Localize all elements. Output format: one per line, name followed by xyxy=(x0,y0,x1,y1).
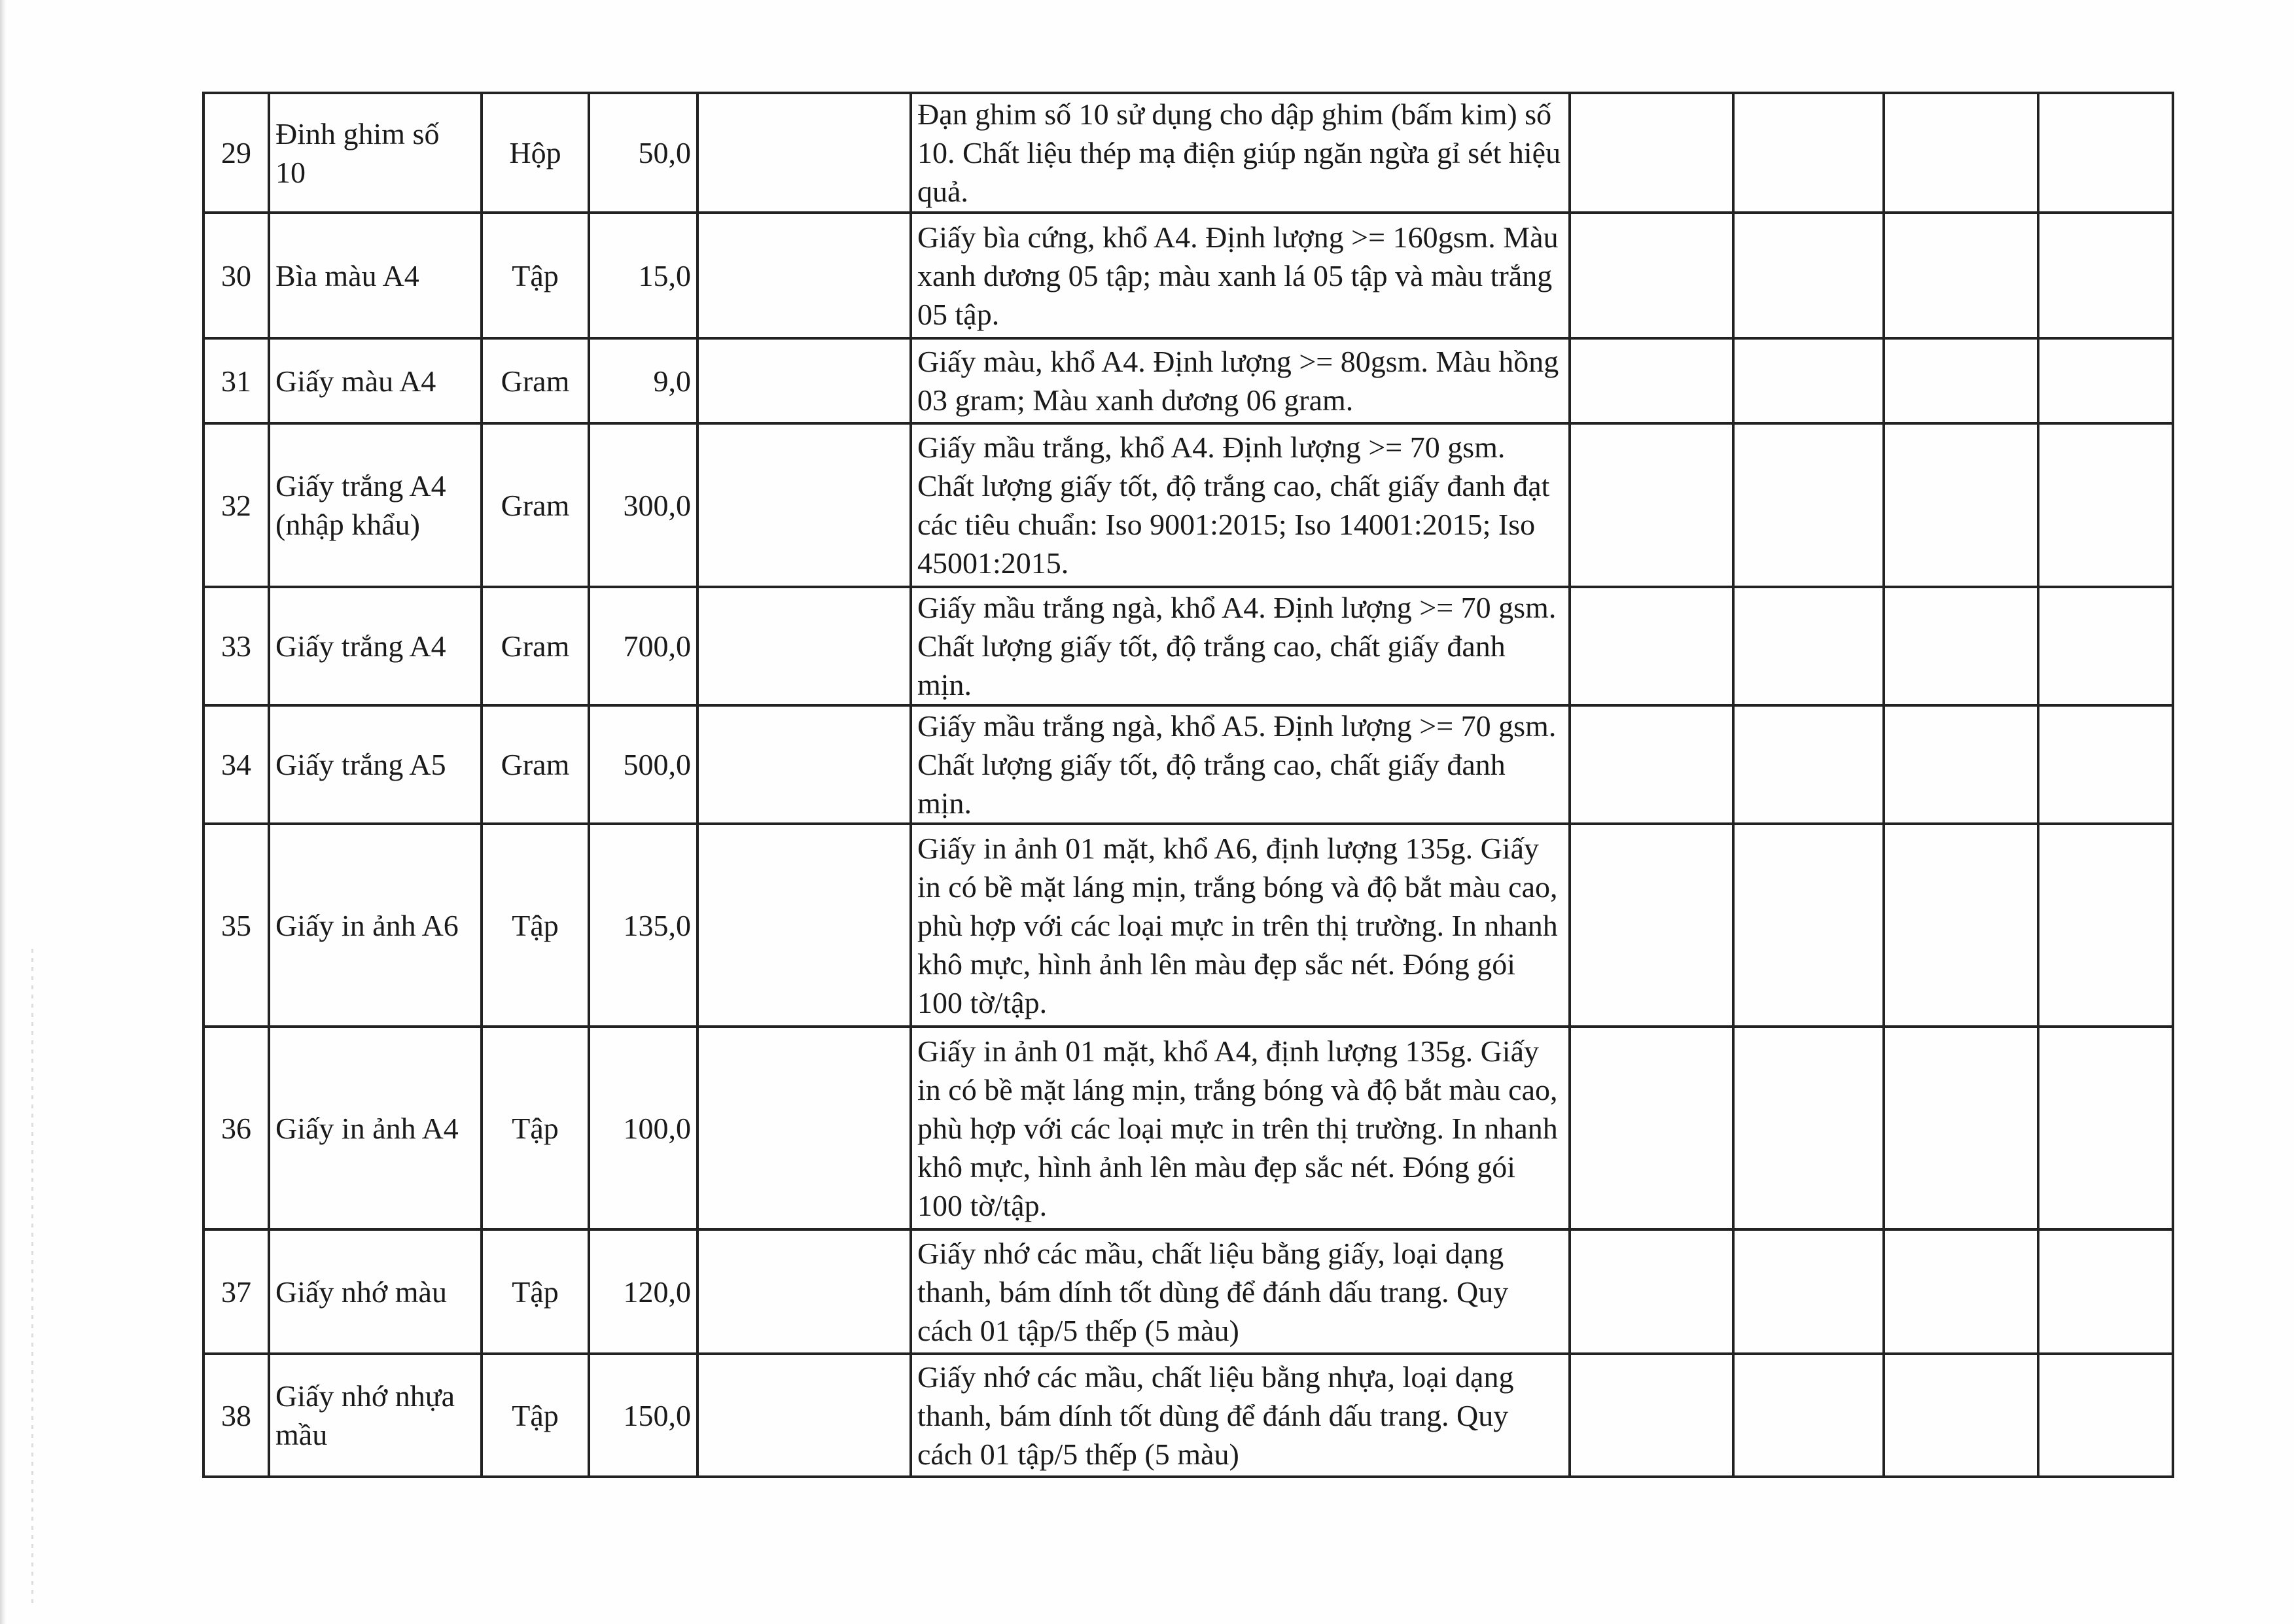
empty-cell xyxy=(1570,1027,1733,1229)
empty-cell xyxy=(2038,705,2173,824)
table-row xyxy=(203,93,2173,213)
empty-cell xyxy=(697,423,911,587)
empty-cell xyxy=(1733,1229,1884,1354)
scan-artifact-line xyxy=(31,949,33,1603)
item-name: Giấy in ảnh A6 xyxy=(269,824,482,1027)
empty-cell xyxy=(1733,213,1884,338)
empty-cell xyxy=(1570,824,1733,1027)
item-description: Giấy bìa cứng, khổ A4. Định lượng >= 160gsm. Màu xanh dương 05 tập; màu xanh lá 05 tập và màu trắng 05 tập. xyxy=(911,213,1570,338)
item-quantity: 135,0 xyxy=(589,824,697,1027)
item-unit: Tập xyxy=(482,1229,589,1354)
row-number: 29 xyxy=(203,93,269,213)
scan-left-edge xyxy=(0,0,7,1624)
item-name: Đinh ghim số 10 xyxy=(269,93,482,213)
row-number: 30 xyxy=(203,213,269,338)
item-unit: Gram xyxy=(482,705,589,824)
empty-cell xyxy=(2038,1027,2173,1229)
table-row xyxy=(203,338,2173,423)
empty-cell xyxy=(1733,93,1884,213)
empty-cell xyxy=(1733,824,1884,1027)
empty-cell xyxy=(1570,1229,1733,1354)
empty-cell xyxy=(1733,423,1884,587)
item-unit: Tập xyxy=(482,1354,589,1477)
empty-cell xyxy=(697,824,911,1027)
empty-cell xyxy=(1570,705,1733,824)
item-name: Giấy màu A4 xyxy=(269,338,482,423)
empty-cell xyxy=(2038,423,2173,587)
empty-cell xyxy=(697,587,911,705)
empty-cell xyxy=(2038,93,2173,213)
item-name: Giấy nhớ màu xyxy=(269,1229,482,1354)
item-quantity: 120,0 xyxy=(589,1229,697,1354)
empty-cell xyxy=(1884,1354,2038,1477)
item-unit: Hộp xyxy=(482,93,589,213)
items-table xyxy=(202,92,2174,1478)
empty-cell xyxy=(2038,213,2173,338)
empty-cell xyxy=(1570,423,1733,587)
item-name: Giấy trắng A4 xyxy=(269,587,482,705)
row-number: 32 xyxy=(203,423,269,587)
item-description: Giấy nhớ các mầu, chất liệu bằng nhựa, loại dạng thanh, bám dính tốt dùng để đánh dấu trang. Quy cách 01 tập/5 thếp (5 màu) xyxy=(911,1354,1570,1477)
empty-cell xyxy=(1570,587,1733,705)
empty-cell xyxy=(1884,93,2038,213)
item-description: Giấy in ảnh 01 mặt, khổ A4, định lượng 135g. Giấy in có bề mặt láng mịn, trắng bóng và độ bắt màu cao, phù hợp với các loại mực in trên thị trường. In nhanh khô mực, hình ảnh lên màu đẹp sắc nét. Đóng gói 100 tờ/tập. xyxy=(911,1027,1570,1229)
item-description: Giấy mầu trắng, khổ A4. Định lượng >= 70 gsm. Chất lượng giấy tốt, độ trắng cao, chất giấy đanh đạt các tiêu chuẩn: Iso 9001:2015; Iso 14001:2015; Iso 45001:2015. xyxy=(911,423,1570,587)
item-name: Giấy trắng A5 xyxy=(269,705,482,824)
table-row xyxy=(203,423,2173,587)
item-quantity: 300,0 xyxy=(589,423,697,587)
item-quantity: 9,0 xyxy=(589,338,697,423)
row-number: 35 xyxy=(203,824,269,1027)
empty-cell xyxy=(2038,587,2173,705)
item-quantity: 15,0 xyxy=(589,213,697,338)
item-quantity: 50,0 xyxy=(589,93,697,213)
empty-cell xyxy=(1884,338,2038,423)
empty-cell xyxy=(2038,1354,2173,1477)
empty-cell xyxy=(1733,587,1884,705)
item-name: Giấy in ảnh A4 xyxy=(269,1027,482,1229)
table-row xyxy=(203,1229,2173,1354)
empty-cell xyxy=(1884,213,2038,338)
empty-cell xyxy=(1733,1027,1884,1229)
empty-cell xyxy=(1570,1354,1733,1477)
item-name: Bìa màu A4 xyxy=(269,213,482,338)
item-description: Giấy nhớ các mầu, chất liệu bằng giấy, loại dạng thanh, bám dính tốt dùng để đánh dấu trang. Quy cách 01 tập/5 thếp (5 màu) xyxy=(911,1229,1570,1354)
row-number: 31 xyxy=(203,338,269,423)
empty-cell xyxy=(697,213,911,338)
item-quantity: 700,0 xyxy=(589,587,697,705)
empty-cell xyxy=(1733,338,1884,423)
table-row xyxy=(203,213,2173,338)
item-description: Giấy mầu trắng ngà, khổ A4. Định lượng >= 70 gsm. Chất lượng giấy tốt, độ trắng cao, chất giấy đanh mịn. xyxy=(911,587,1570,705)
item-name: Giấy trắng A4 (nhập khẩu) xyxy=(269,423,482,587)
empty-cell xyxy=(1733,705,1884,824)
item-description: Giấy màu, khổ A4. Định lượng >= 80gsm. Màu hồng 03 gram; Màu xanh dương 06 gram. xyxy=(911,338,1570,423)
empty-cell xyxy=(1884,1229,2038,1354)
table-row xyxy=(203,1354,2173,1477)
empty-cell xyxy=(697,705,911,824)
empty-cell xyxy=(697,93,911,213)
empty-cell xyxy=(697,1229,911,1354)
empty-cell xyxy=(1570,213,1733,338)
empty-cell xyxy=(1884,423,2038,587)
table-row xyxy=(203,705,2173,824)
item-quantity: 100,0 xyxy=(589,1027,697,1229)
empty-cell xyxy=(1570,338,1733,423)
empty-cell xyxy=(697,338,911,423)
empty-cell xyxy=(1884,824,2038,1027)
item-unit: Gram xyxy=(482,423,589,587)
item-description: Giấy in ảnh 01 mặt, khổ A6, định lượng 135g. Giấy in có bề mặt láng mịn, trắng bóng và độ bắt màu cao, phù hợp với các loại mực in trên thị trường. In nhanh khô mực, hình ảnh lên màu đẹp sắc nét. Đóng gói 100 tờ/tập. xyxy=(911,824,1570,1027)
item-description: Đạn ghim số 10 sử dụng cho dập ghim (bấm kim) số 10. Chất liệu thép mạ điện giúp ngăn ngừa gỉ sét hiệu quả. xyxy=(911,93,1570,213)
row-number: 38 xyxy=(203,1354,269,1477)
empty-cell xyxy=(1733,1354,1884,1477)
empty-cell xyxy=(697,1027,911,1229)
empty-cell xyxy=(1884,705,2038,824)
empty-cell xyxy=(2038,338,2173,423)
item-description: Giấy mầu trắng ngà, khổ A5. Định lượng >= 70 gsm. Chất lượng giấy tốt, độ trắng cao, chất giấy đanh mịn. xyxy=(911,705,1570,824)
empty-cell xyxy=(2038,824,2173,1027)
row-number: 34 xyxy=(203,705,269,824)
table-row xyxy=(203,1027,2173,1229)
item-unit: Tập xyxy=(482,824,589,1027)
empty-cell xyxy=(1570,93,1733,213)
row-number: 37 xyxy=(203,1229,269,1354)
item-unit: Gram xyxy=(482,338,589,423)
empty-cell xyxy=(697,1354,911,1477)
empty-cell xyxy=(1884,587,2038,705)
table-row xyxy=(203,824,2173,1027)
row-number: 36 xyxy=(203,1027,269,1229)
table-row xyxy=(203,587,2173,705)
item-unit: Gram xyxy=(482,587,589,705)
row-number: 33 xyxy=(203,587,269,705)
item-quantity: 150,0 xyxy=(589,1354,697,1477)
item-quantity: 500,0 xyxy=(589,705,697,824)
empty-cell xyxy=(1884,1027,2038,1229)
item-unit: Tập xyxy=(482,1027,589,1229)
item-unit: Tập xyxy=(482,213,589,338)
empty-cell xyxy=(2038,1229,2173,1354)
item-name: Giấy nhớ nhựa mầu xyxy=(269,1354,482,1477)
